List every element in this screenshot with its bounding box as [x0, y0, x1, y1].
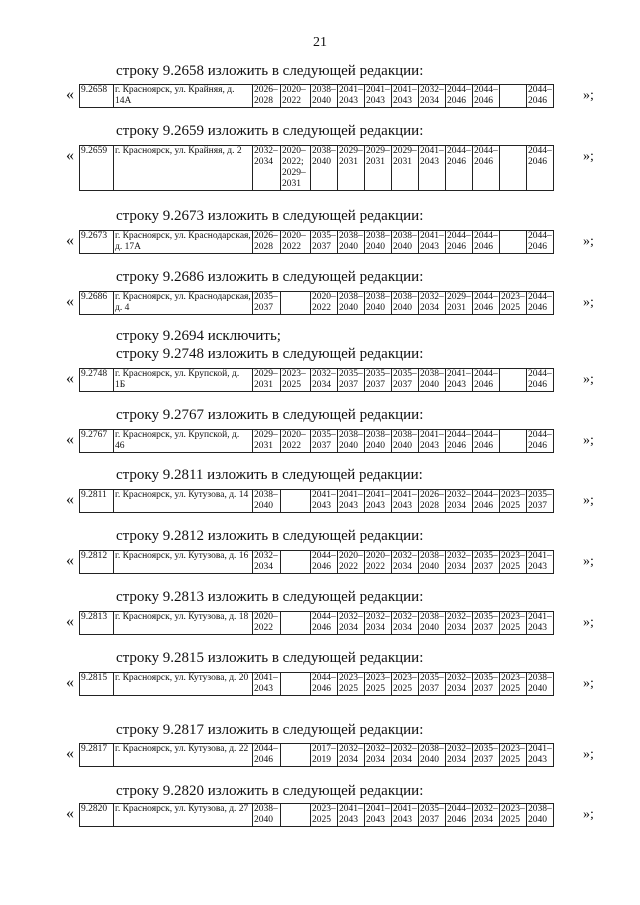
close-quote: »; [583, 493, 594, 508]
year-range-cell: 2041–2043 [528, 612, 552, 633]
row-number-cell: 9.2748 [80, 369, 114, 392]
year-range-cell: 2020–2022 [253, 612, 281, 635]
row-table [79, 84, 554, 108]
year-range-cell: 2035–2037 [312, 430, 336, 451]
year-range-cell: 2038–2040 [366, 430, 390, 451]
table-row [80, 673, 554, 696]
section-heading: строку 9.2817 изложить в следующей редакции: [116, 722, 424, 738]
table-row [80, 146, 554, 191]
row-number-cell: 9.2817 [80, 744, 114, 767]
section-heading: строку 9.2686 изложить в следующей редакции: [116, 269, 424, 285]
close-quote: »; [583, 554, 594, 569]
year-range-cell: 2032–2034 [447, 673, 471, 694]
year-range-cell: 2038–2040 [393, 430, 417, 451]
close-quote: »; [583, 433, 594, 448]
row-number-cell: 9.2767 [80, 430, 114, 453]
row-table [79, 291, 554, 315]
close-quote: »; [583, 747, 594, 762]
table-row [80, 292, 554, 315]
open-quote: « [66, 293, 74, 310]
year-range-cell: 2041–2043 [420, 430, 444, 451]
year-range-cell: 2038–2040 [339, 231, 363, 252]
year-range-cell: 2038–2040 [393, 292, 417, 313]
open-quote: « [66, 491, 74, 508]
year-range-cell: 2035–2037 [339, 369, 363, 390]
year-range-cell: 2017–2019 [312, 744, 336, 765]
open-quote: « [66, 674, 74, 691]
year-range-cell: 2038–2040 [311, 146, 338, 191]
year-range-cell: 2023–2025 [312, 804, 336, 825]
address-cell: г. Красноярск, ул. Кутузова, д. 16 [114, 551, 253, 574]
year-range-cell: 2038–2040 [420, 369, 444, 390]
year-range-cell [500, 146, 527, 191]
year-range-cell: 2020–2022 [339, 551, 363, 572]
year-range-cell: 2032–2034 [339, 744, 363, 765]
year-range-cell: 2026–2028 [253, 231, 281, 254]
year-range-cell: 2044–2046 [528, 430, 552, 451]
row-table [79, 672, 554, 696]
year-range-cell: 2032–2034 [393, 551, 417, 572]
row-table [79, 429, 554, 453]
year-range-cell: 2035–2037 [393, 369, 417, 390]
year-range-cell [281, 744, 311, 767]
year-range-cell: 2020–2022 [281, 231, 311, 254]
year-range-cell: 2032–2034 [447, 551, 471, 572]
close-quote: »; [583, 807, 594, 822]
open-quote: « [66, 86, 74, 103]
year-range-cell: 2026–2028 [253, 85, 281, 108]
table-row [80, 231, 554, 254]
year-range-cell: 2044–2046 [447, 231, 471, 252]
year-range-cell: 2044–2046 [312, 551, 336, 572]
row-table [79, 145, 554, 191]
year-range-cell: 2035–2037 [474, 551, 498, 572]
year-range-cell: 2041–2043 [366, 804, 390, 825]
section-heading: строку 9.2659 изложить в следующей редакции: [116, 123, 424, 139]
year-range-cell: 2032–2034 [339, 612, 363, 633]
section-heading: строку 9.2813 изложить в следующей редакции: [116, 589, 424, 605]
year-range-cell: 2044–2046 [528, 231, 552, 252]
table-row [80, 744, 554, 767]
table-row [80, 612, 554, 635]
year-range-cell: 2029–2031 [253, 430, 281, 453]
year-range-cell: 2038–2040 [253, 804, 281, 827]
row-table [79, 368, 554, 392]
section-heading: строку 9.2658 изложить в следующей редакции: [116, 63, 424, 79]
row-number-cell: 9.2820 [80, 804, 114, 827]
year-range-cell: 2041–2043 [366, 85, 390, 106]
exclude-line: строку 9.2694 исключить; [116, 328, 281, 344]
year-range-cell: 2038–2040 [253, 490, 281, 513]
table-row [80, 804, 554, 827]
year-range-cell: 2035–2037 [312, 231, 336, 252]
year-range-cell: 2041–2043 [339, 490, 363, 511]
year-range-cell: 2044–2046 [447, 804, 471, 825]
year-range-cell: 2044–2046 [528, 292, 552, 313]
year-range-cell: 2035–2037 [528, 490, 552, 511]
section-heading: строку 9.2812 изложить в следующей редакции: [116, 528, 424, 544]
year-range-cell: 2023–2025 [393, 673, 417, 694]
year-range-cell: 2041–2043 [393, 804, 417, 825]
row-number-cell: 9.2659 [80, 146, 114, 191]
year-range-cell: 2041–2043 [366, 490, 390, 511]
year-range-cell: 2044–2046 [474, 490, 498, 511]
year-range-cell [500, 430, 527, 453]
section-heading: строку 9.2748 изложить в следующей редакции: [116, 346, 424, 362]
open-quote: « [66, 147, 74, 164]
year-range-cell: 2032–2034 [393, 612, 417, 633]
row-number-cell: 9.2658 [80, 85, 114, 108]
address-cell: г. Красноярск, ул. Кутузова, д. 20 [114, 673, 253, 696]
year-range-cell: 2038–2040 [420, 551, 444, 572]
year-range-cell: 2044–2046 [474, 430, 498, 451]
year-range-cell: 2041–2043 [393, 490, 417, 511]
year-range-cell [500, 85, 527, 108]
year-range-cell: 2035–2037 [420, 673, 444, 694]
section-heading: строку 9.2767 изложить в следующей редакции: [116, 407, 424, 423]
year-range-cell: 2041–2043 [393, 85, 417, 106]
year-range-cell: 2041–2043 [312, 490, 336, 511]
year-range-cell: 2038–2040 [393, 231, 417, 252]
address-cell: г. Красноярск, ул. Кутузова, д. 14 [114, 490, 253, 513]
year-range-cell: 2044–2046 [253, 744, 281, 767]
open-quote: « [66, 613, 74, 630]
year-range-cell: 2023–2025 [281, 369, 311, 392]
year-range-cell: 2029–2031 [253, 369, 281, 392]
year-range-cell: 2038–2040 [366, 292, 390, 313]
year-range-cell: 2020–2022 [312, 292, 336, 313]
page-number: 21 [313, 35, 327, 50]
year-range-cell: 2041–2043 [528, 744, 552, 765]
row-table [79, 550, 554, 574]
year-range-cell [281, 804, 311, 827]
year-range-cell: 2032–2034 [474, 804, 498, 825]
year-range-cell: 2032–2034 [253, 551, 281, 574]
table-row [80, 430, 554, 453]
year-range-cell: 2032–2034 [312, 369, 336, 390]
year-range-cell: 2023–2025 [501, 804, 525, 825]
year-range-cell: 2041–2043 [253, 673, 281, 696]
row-table [79, 803, 554, 827]
year-range-cell: 2038–2040 [420, 612, 444, 633]
year-range-cell: 2023–2025 [501, 744, 525, 765]
close-quote: »; [583, 88, 594, 103]
year-range-cell: 2035–2037 [253, 292, 281, 315]
year-range-cell [281, 292, 311, 315]
close-quote: »; [583, 372, 594, 387]
close-quote: »; [583, 234, 594, 249]
year-range-cell: 2023–2025 [501, 292, 525, 313]
section-heading: строку 9.2820 изложить в следующей редакции: [116, 783, 424, 799]
address-cell: г. Красноярск, ул. Кутузова, д. 27 [114, 804, 253, 827]
year-range-cell: 2023–2025 [501, 673, 525, 694]
year-range-cell: 2041–2043 [339, 804, 363, 825]
year-range-cell: 2032–2034 [420, 85, 444, 106]
row-table [79, 743, 554, 767]
year-range-cell: 2023–2025 [366, 673, 390, 694]
section-heading: строку 9.2673 изложить в следующей редакции: [116, 208, 424, 224]
year-range-cell: 2032–2034 [393, 744, 417, 765]
year-range-cell: 2038–2040 [339, 430, 363, 451]
year-range-cell: 2032–2034 [447, 612, 471, 633]
year-range-cell [500, 231, 527, 254]
table-row [80, 551, 554, 574]
year-range-cell: 2044–2046 [527, 146, 554, 191]
year-range-cell: 2044–2046 [474, 85, 498, 106]
row-table [79, 611, 554, 635]
section-heading: строку 9.2815 изложить в следующей редакции: [116, 650, 424, 666]
row-table [79, 230, 554, 254]
year-range-cell: 2029–2031 [338, 146, 365, 191]
close-quote: »; [583, 676, 594, 691]
year-range-cell: 2023–2025 [501, 490, 525, 511]
row-table [79, 489, 554, 513]
open-quote: « [66, 805, 74, 822]
year-range-cell [281, 551, 311, 574]
year-range-cell: 2038–2040 [420, 744, 444, 765]
address-cell: г. Красноярск, ул. Кутузова, д. 22 [114, 744, 253, 767]
year-range-cell: 2041–2043 [339, 85, 363, 106]
year-range-cell: 2029–2031 [447, 292, 471, 313]
year-range-cell: 2032–2034 [447, 744, 471, 765]
close-quote: »; [583, 149, 594, 164]
year-range-cell: 2020–2022 [366, 551, 390, 572]
year-range-cell [281, 673, 311, 696]
row-number-cell: 9.2686 [80, 292, 114, 315]
year-range-cell: 2044–2046 [474, 292, 498, 313]
year-range-cell: 2020–2022; 2029–2031 [281, 146, 311, 191]
close-quote: »; [583, 615, 594, 630]
year-range-cell: 2029–2031 [392, 146, 419, 191]
year-range-cell: 2044–2046 [446, 146, 473, 191]
year-range-cell: 2035–2037 [474, 744, 498, 765]
year-range-cell: 2020–2022 [281, 430, 311, 453]
row-number-cell: 9.2815 [80, 673, 114, 696]
year-range-cell: 2035–2037 [474, 612, 498, 633]
year-range-cell: 2044–2046 [312, 612, 336, 633]
year-range-cell: 2032–2034 [366, 744, 390, 765]
year-range-cell [281, 490, 311, 513]
open-quote: « [66, 232, 74, 249]
year-range-cell: 2044–2046 [528, 369, 552, 390]
address-cell: г. Красноярск, ул. Краснодарская, д. 4 [115, 292, 251, 313]
address-cell: г. Красноярск, ул. Крайняя, д. 2 [114, 146, 253, 191]
section-heading: строку 9.2811 изложить в следующей редакции: [116, 467, 423, 483]
year-range-cell: 2032–2034 [420, 292, 444, 313]
year-range-cell: 2026–2028 [420, 490, 444, 511]
row-number-cell: 9.2811 [80, 490, 114, 513]
year-range-cell: 2041–2043 [419, 146, 446, 191]
year-range-cell [281, 612, 311, 635]
open-quote: « [66, 431, 74, 448]
year-range-cell: 2035–2037 [474, 673, 498, 694]
year-range-cell: 2041–2043 [420, 231, 444, 252]
year-range-cell: 2023–2025 [501, 612, 525, 633]
row-number-cell: 9.2673 [80, 231, 114, 254]
address-cell: г. Красноярск, ул. Крайняя, д. 14А [114, 85, 253, 108]
year-range-cell: 2038–2040 [528, 673, 552, 694]
year-range-cell: 2044–2046 [528, 85, 552, 106]
year-range-cell: 2035–2037 [420, 804, 444, 825]
year-range-cell: 2038–2040 [339, 292, 363, 313]
close-quote: »; [583, 295, 594, 310]
address-cell: г. Красноярск, ул. Крупской, д. 46 [114, 430, 253, 453]
row-number-cell: 9.2813 [80, 612, 114, 635]
open-quote: « [66, 745, 74, 762]
open-quote: « [66, 370, 74, 387]
year-range-cell: 2041–2043 [528, 551, 552, 572]
year-range-cell: 2023–2025 [339, 673, 363, 694]
year-range-cell: 2044–2046 [474, 231, 498, 252]
year-range-cell: 2035–2037 [366, 369, 390, 390]
address-cell: г. Красноярск, ул. Крупской, д. 1Б [114, 369, 253, 392]
year-range-cell: 2044–2046 [473, 146, 500, 191]
table-row [80, 490, 554, 513]
address-cell: г. Красноярск, ул. Краснодарская, д. 17А [115, 231, 251, 252]
year-range-cell: 2041–2043 [447, 369, 471, 390]
table-row [80, 85, 554, 108]
year-range-cell: 2044–2046 [312, 673, 336, 694]
year-range-cell: 2020–2022 [281, 85, 311, 108]
year-range-cell: 2044–2046 [474, 369, 498, 390]
year-range-cell: 2038–2040 [312, 85, 336, 106]
row-number-cell: 9.2812 [80, 551, 114, 574]
table-row [80, 369, 554, 392]
year-range-cell: 2032–2034 [366, 612, 390, 633]
year-range-cell [500, 369, 527, 392]
year-range-cell: 2032–2034 [447, 490, 471, 511]
year-range-cell: 2029–2031 [365, 146, 392, 191]
address-cell: г. Красноярск, ул. Кутузова, д. 18 [114, 612, 253, 635]
year-range-cell: 2044–2046 [447, 85, 471, 106]
open-quote: « [66, 552, 74, 569]
year-range-cell: 2038–2040 [366, 231, 390, 252]
year-range-cell: 2023–2025 [501, 551, 525, 572]
year-range-cell: 2044–2046 [447, 430, 471, 451]
year-range-cell: 2032–2034 [253, 146, 281, 191]
year-range-cell: 2038–2040 [528, 804, 552, 825]
